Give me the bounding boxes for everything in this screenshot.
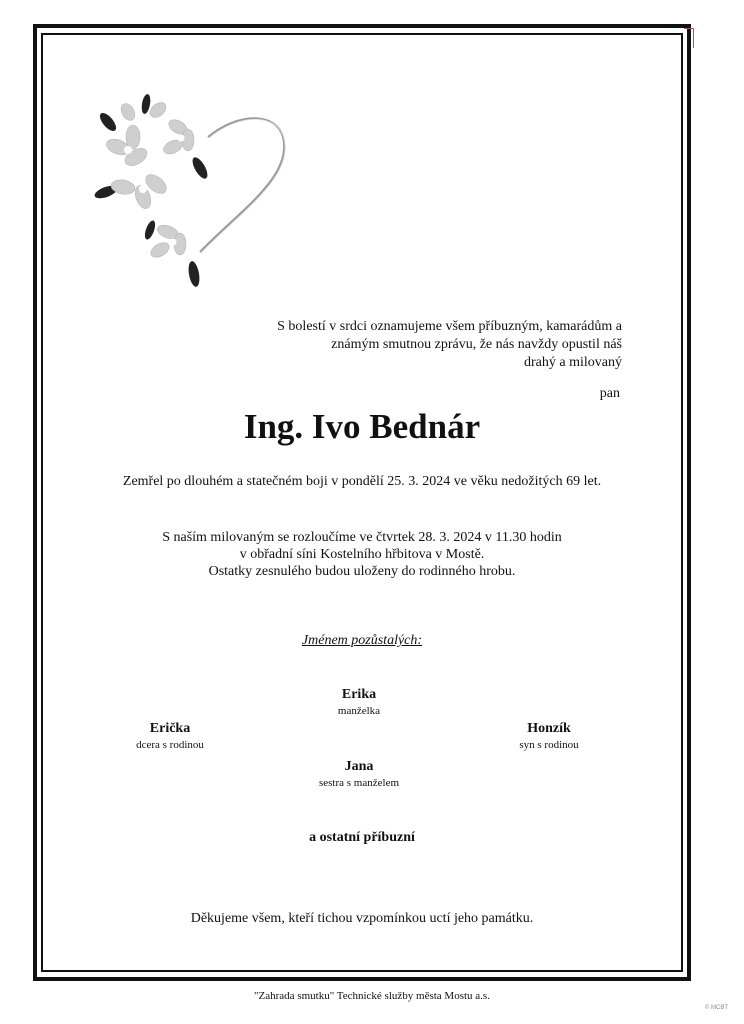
intro-line: S bolestí v srdci oznamujeme všem příbuzným, kamarádům a (277, 319, 622, 334)
deceased-name: Ing. Ivo Bednár (243, 407, 481, 446)
farewell-line: S naším milovaným se rozloučíme ve čtvrtek 28. 3. 2024 v 11.30 hodin (162, 530, 562, 545)
watermark: © MCBT (704, 1005, 728, 1011)
relative-relation: manželka (337, 705, 381, 717)
on-behalf-label: Jménem pozůstalých: (301, 633, 423, 648)
relative-name: Jana (344, 759, 374, 774)
corner-mark (684, 28, 694, 48)
relative-name: Erika (341, 687, 377, 702)
intro-text (230, 318, 622, 372)
intro-line: známým smutnou zprávu, že nás navždy opustil náš (331, 337, 622, 352)
relative-name: Honzík (527, 721, 571, 736)
farewell-line: v obřadní síni Kostelního hřbitova v Mostě. (239, 547, 485, 562)
intro-line: drahý a milovaný (524, 355, 622, 370)
farewell-text (41, 529, 683, 580)
relative-relation: dcera s rodinou (136, 739, 204, 751)
relative-relation: syn s rodinou (519, 739, 579, 751)
death-line: Zemřel po dlouhém a statečném boji v pondělí 25. 3. 2024 ve věku nedožitých 69 let. (122, 474, 602, 489)
thanks-text: Děkujeme všem, kteří tichou vzpomínkou uctí jeho památku. (190, 911, 534, 926)
relative-top (259, 686, 459, 718)
relative-relation: sestra s manželem (318, 777, 400, 789)
relative-bottom (259, 758, 459, 790)
relative-right (449, 720, 649, 752)
other-relatives: a ostatní příbuzní (309, 830, 415, 845)
relative-name: Erička (149, 721, 191, 736)
farewell-line: Ostatky zesnulého budou uloženy do rodinného hrobu. (208, 564, 516, 579)
flower-heart-icon (88, 92, 288, 297)
footer-text: "Zahrada smutku" Technické služby města Mostu a.s. (254, 990, 490, 1002)
relative-left (70, 720, 270, 752)
honorific: pan (599, 386, 620, 401)
